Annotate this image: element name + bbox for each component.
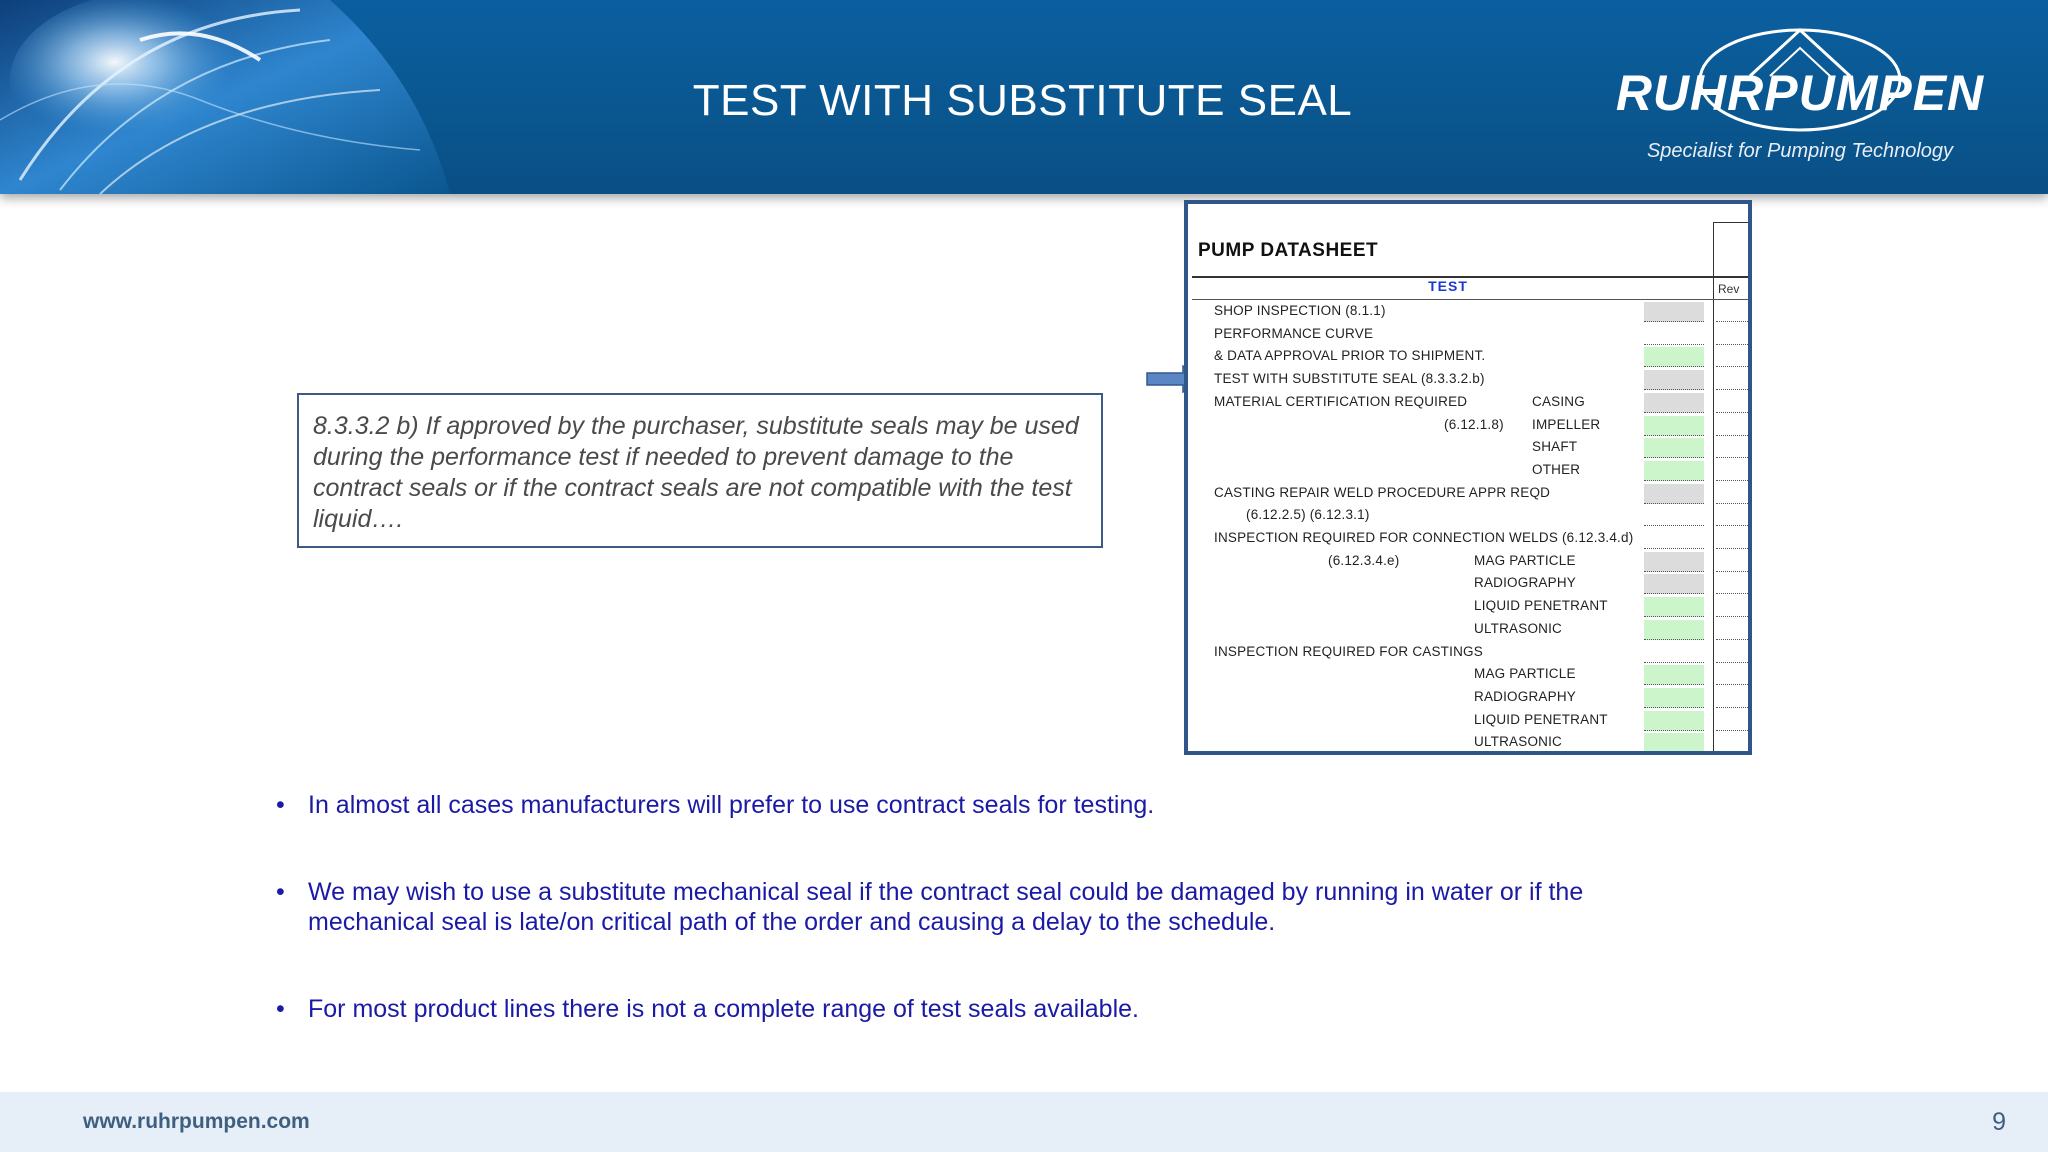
logo-tagline: Specialist for Pumping Technology — [1646, 140, 1954, 162]
logo-wordmark: RUHRPUMPEN — [1615, 65, 1985, 121]
row-item: LIQUID PENETRANT — [1474, 711, 1608, 727]
datasheet-row — [1188, 323, 1752, 345]
rev-cell — [1716, 665, 1748, 685]
value-cell — [1644, 370, 1704, 390]
rev-cell — [1716, 597, 1748, 617]
rev-cell — [1716, 438, 1748, 458]
datasheet-row — [1188, 345, 1752, 367]
datasheet-section-header: TEST — [1428, 278, 1468, 294]
value-cell — [1644, 688, 1704, 708]
row-label: INSPECTION REQUIRED FOR CONNECTION WELDS (6.12.3.4.d) — [1214, 530, 1634, 545]
row-item: SHAFT — [1532, 439, 1578, 455]
value-cell — [1644, 325, 1704, 345]
value-cell — [1644, 620, 1704, 640]
rev-cell — [1716, 506, 1748, 526]
datasheet-row — [1188, 391, 1752, 413]
rev-column-header: Rev — [1718, 282, 1740, 296]
value-cell — [1644, 347, 1704, 367]
row-item: MAG PARTICLE — [1474, 552, 1576, 568]
rev-cell — [1716, 552, 1748, 572]
value-cell — [1644, 574, 1704, 594]
datasheet-row — [1188, 641, 1752, 663]
datasheet-row — [1188, 482, 1752, 504]
rev-cell — [1716, 370, 1748, 390]
datasheet-row — [1188, 731, 1752, 753]
row-item: ULTRASONIC — [1474, 620, 1563, 636]
row-item: OTHER — [1532, 461, 1581, 477]
datasheet-row — [1188, 368, 1752, 390]
datasheet-row — [1188, 300, 1752, 322]
rev-cell — [1716, 574, 1748, 594]
spec-quote-box — [297, 393, 1103, 548]
datasheet-row — [1188, 414, 1752, 436]
row-label: (6.12.2.5) (6.12.3.1) — [1246, 507, 1370, 523]
row-label: & DATA APPROVAL PRIOR TO SHIPMENT. — [1214, 348, 1486, 364]
rev-cell — [1716, 643, 1748, 663]
row-item: RADIOGRAPHY — [1474, 688, 1576, 704]
rev-cell — [1716, 688, 1748, 708]
value-cell — [1644, 711, 1704, 731]
value-cell — [1644, 461, 1704, 481]
row-reference: (6.12.3.4.e) — [1328, 552, 1400, 568]
datasheet-row — [1188, 595, 1752, 617]
rev-cell — [1716, 733, 1748, 753]
row-item: ULTRASONIC — [1474, 734, 1563, 750]
value-cell — [1644, 529, 1704, 549]
row-label: TEST WITH SUBSTITUTE SEAL (8.3.3.2.b) — [1214, 371, 1485, 387]
ruhrpumpen-logo — [1590, 24, 2010, 174]
row-label: SHOP INSPECTION (8.1.1) — [1214, 303, 1386, 318]
datasheet-row — [1188, 459, 1752, 481]
datasheet-row — [1188, 618, 1752, 640]
rev-cell — [1716, 416, 1748, 436]
datasheet-row — [1188, 527, 1752, 549]
row-item: RADIOGRAPHY — [1474, 575, 1576, 591]
value-cell — [1644, 665, 1704, 685]
datasheet-row — [1188, 436, 1752, 458]
row-label: MATERIAL CERTIFICATION REQUIRED — [1214, 393, 1468, 409]
value-cell — [1644, 552, 1704, 572]
value-cell — [1644, 438, 1704, 458]
value-cell — [1644, 597, 1704, 617]
value-cell — [1644, 643, 1704, 663]
header-banner — [0, 0, 2048, 194]
rev-cell — [1716, 461, 1748, 481]
datasheet-row — [1188, 550, 1752, 572]
website-link[interactable]: www.ruhrpumpen.com — [83, 1110, 310, 1133]
slide-title: TEST WITH SUBSTITUTE SEAL — [692, 76, 1353, 125]
pump-datasheet — [1184, 200, 1752, 755]
row-item: IMPELLER — [1532, 416, 1601, 432]
rev-cell — [1716, 484, 1748, 504]
row-item: CASING — [1532, 393, 1585, 409]
value-cell — [1644, 484, 1704, 504]
row-reference: (6.12.1.8) — [1444, 416, 1504, 432]
row-item: LIQUID PENETRANT — [1474, 598, 1608, 614]
footer-bar — [0, 1092, 2048, 1152]
page-number: 9 — [1992, 1108, 2006, 1136]
rev-cell — [1716, 347, 1748, 367]
datasheet-row — [1188, 663, 1752, 685]
rev-cell — [1716, 620, 1748, 640]
abstract-swirl-image — [0, 0, 470, 194]
row-label: PERFORMANCE CURVE — [1214, 325, 1374, 341]
row-label: CASTING REPAIR WELD PROCEDURE APPR REQD — [1214, 484, 1551, 500]
row-item: MAG PARTICLE — [1474, 666, 1576, 682]
value-cell — [1644, 393, 1704, 413]
rev-cell — [1716, 529, 1748, 549]
value-cell — [1644, 506, 1704, 526]
datasheet-row — [1188, 709, 1752, 731]
spec-quote-text: 8.3.3.2 b) If approved by the purchaser, substitute seals may be used during the performance test if needed to prevent damage to the contract seals or if the contract seals are not compatible with the test liquid…. — [313, 412, 1079, 533]
datasheet-row — [1188, 686, 1752, 708]
rev-cell — [1716, 302, 1748, 322]
rev-cell — [1716, 393, 1748, 413]
value-cell — [1644, 416, 1704, 436]
value-cell — [1644, 733, 1704, 753]
value-cell — [1644, 302, 1704, 322]
rev-cell — [1716, 711, 1748, 731]
row-label: INSPECTION REQUIRED FOR CASTINGS — [1214, 643, 1483, 659]
datasheet-row — [1188, 572, 1752, 594]
rev-cell — [1716, 325, 1748, 345]
datasheet-row — [1188, 504, 1752, 526]
datasheet-title: PUMP DATASHEET — [1198, 240, 1379, 261]
